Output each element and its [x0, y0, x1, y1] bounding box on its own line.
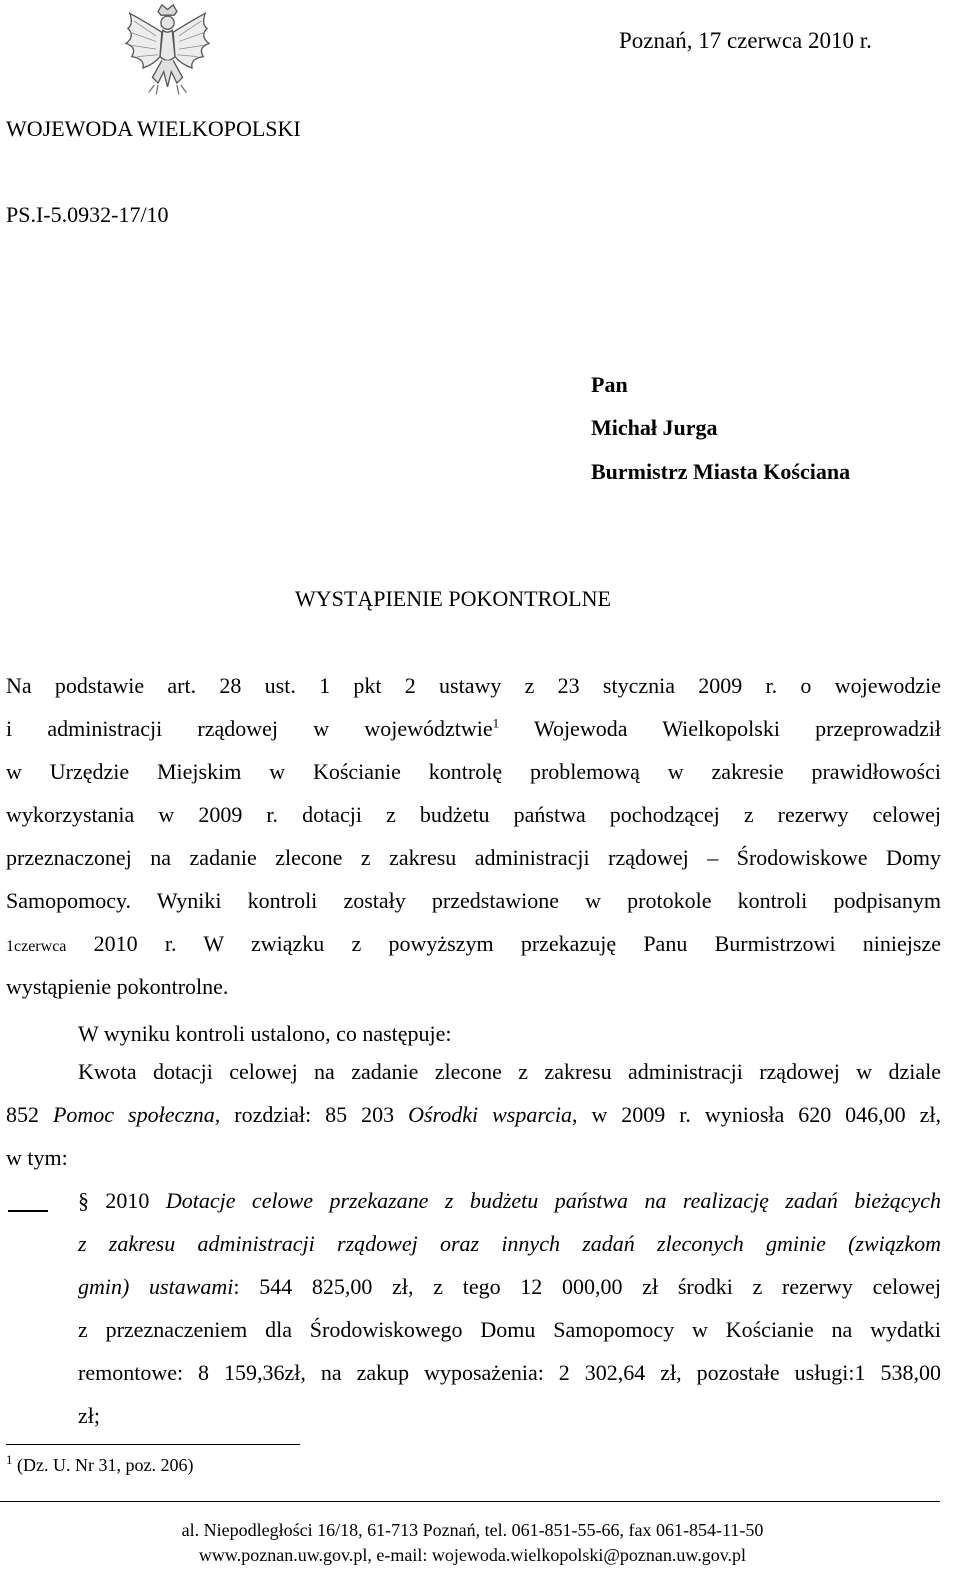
grant-line: w tym:: [6, 1145, 68, 1170]
bullet-dash: [8, 1210, 48, 1212]
bullet-line-italic: z zakresu administracji rządowej oraz innych zadań zleconych gminie (związkom: [78, 1231, 941, 1256]
bullet-item: [78, 1179, 941, 1437]
footnote-text: (Dz. U. Nr 31, poz. 206): [12, 1455, 194, 1475]
letter-date: Poznań, 17 czerwca 2010 r.: [619, 28, 872, 53]
grant-line-italic: Ośrodki wsparcia: [408, 1102, 572, 1127]
grant-line: Kwota dotacji celowej na zadanie zlecone z zakresu administracji rządowej w dziale: [78, 1059, 941, 1084]
bullet-line: remontowe: 8 159,36zł, na zakup wyposażenia: 2 302,64 zł, pozostałe usługi:1 538,00: [78, 1360, 941, 1385]
bullet-line-text: § 2010: [78, 1188, 166, 1213]
reference-number: PS.I-5.0932-17/10: [6, 202, 169, 227]
footnote-marker: 1: [6, 1452, 13, 1467]
intro-line-date: 1czerwca: [6, 938, 67, 955]
findings-intro-line: W wyniku kontroli ustalono, co następuje:: [78, 1021, 452, 1046]
footnote-divider: [6, 1444, 300, 1445]
grant-line-text: 852: [6, 1102, 53, 1127]
intro-line: Na podstawie art. 28 ust. 1 pkt 2 ustawy z 23 stycznia 2009 r. o wojewodzie: [6, 673, 941, 698]
grant-line-text: rozdział: 85 203: [220, 1102, 409, 1127]
intro-line-text: 2010 r. W związku z powyższym przekazuję Panu Burmistrzowi niniejsze: [66, 931, 941, 956]
issuing-authority: WOJEWODA WIELKOPOLSKI: [6, 116, 301, 141]
bullet-line: [78, 1265, 941, 1308]
grant-line-italic: Pomoc społeczna,: [52, 1102, 221, 1127]
addressee-name: Michał Jurga: [591, 415, 718, 440]
footnote: [6, 1452, 194, 1476]
intro-line: [6, 922, 941, 965]
footer-address: al. Niepodległości 16/18, 61-713 Poznań, tel. 061-851-55-66, fax 061-854-11-50: [181, 1520, 764, 1540]
bullet-line-italic: gmin) ustawami: [78, 1274, 234, 1299]
intro-line: Samopomocy. Wyniki kontroli zostały przedstawione w protokole kontroli podpisanym: [6, 888, 941, 913]
findings-intro: [6, 1012, 941, 1055]
intro-line-text: Wojewoda Wielkopolski przeprowadził: [499, 716, 941, 741]
bullet-line: z przeznaczeniem dla Środowiskowego Domu Samopomocy w Kościanie na wydatki: [78, 1317, 941, 1342]
grant-line-text: , w 2009 r. wyniosła 620 046,00 zł,: [571, 1102, 942, 1127]
document-title: WYSTĄPIENIE POKONTROLNE: [295, 586, 611, 611]
bullet-line-text: : 544 825,00 zł, z tego 12 000,00 zł środki z rezerwy celowej: [233, 1274, 941, 1299]
bullet-line: [78, 1222, 941, 1265]
bullet-line: [78, 1179, 941, 1222]
polish-eagle-emblem-icon: [120, 2, 215, 100]
intro-paragraph: [6, 664, 941, 1008]
intro-line: wystąpienie pokontrolne.: [6, 974, 229, 999]
intro-line: wykorzystania w 2009 r. dotacji z budżetu państwa pochodzącej z rezerwy celowej: [6, 802, 941, 827]
addressee-salutation: Pan: [591, 372, 628, 397]
grant-line: [6, 1093, 941, 1136]
footer-divider: [0, 1501, 940, 1502]
intro-line: w Urzędzie Miejskim w Kościanie kontrolę problemową w zakresie prawidłowości: [6, 759, 941, 784]
footer-contact: www.poznan.uw.gov.pl, e-mail: wojewoda.wielkopolski@poznan.uw.gov.pl: [198, 1545, 747, 1565]
intro-line-text: i administracji rządowej w województwie: [6, 716, 493, 741]
intro-line: przeznaczonej na zadanie zlecone z zakresu administracji rządowej – Środowiskowe Domy: [6, 845, 941, 870]
footnote-reference: 1: [492, 715, 500, 731]
addressee-position: Burmistrz Miasta Kościana: [591, 459, 851, 484]
intro-line: [6, 707, 941, 750]
grant-paragraph: [6, 1050, 941, 1179]
bullet-line-italic: Dotacje celowe przekazane z budżetu państwa na realizację zadań bieżących: [165, 1188, 941, 1213]
bullet-line: zł;: [78, 1403, 100, 1428]
